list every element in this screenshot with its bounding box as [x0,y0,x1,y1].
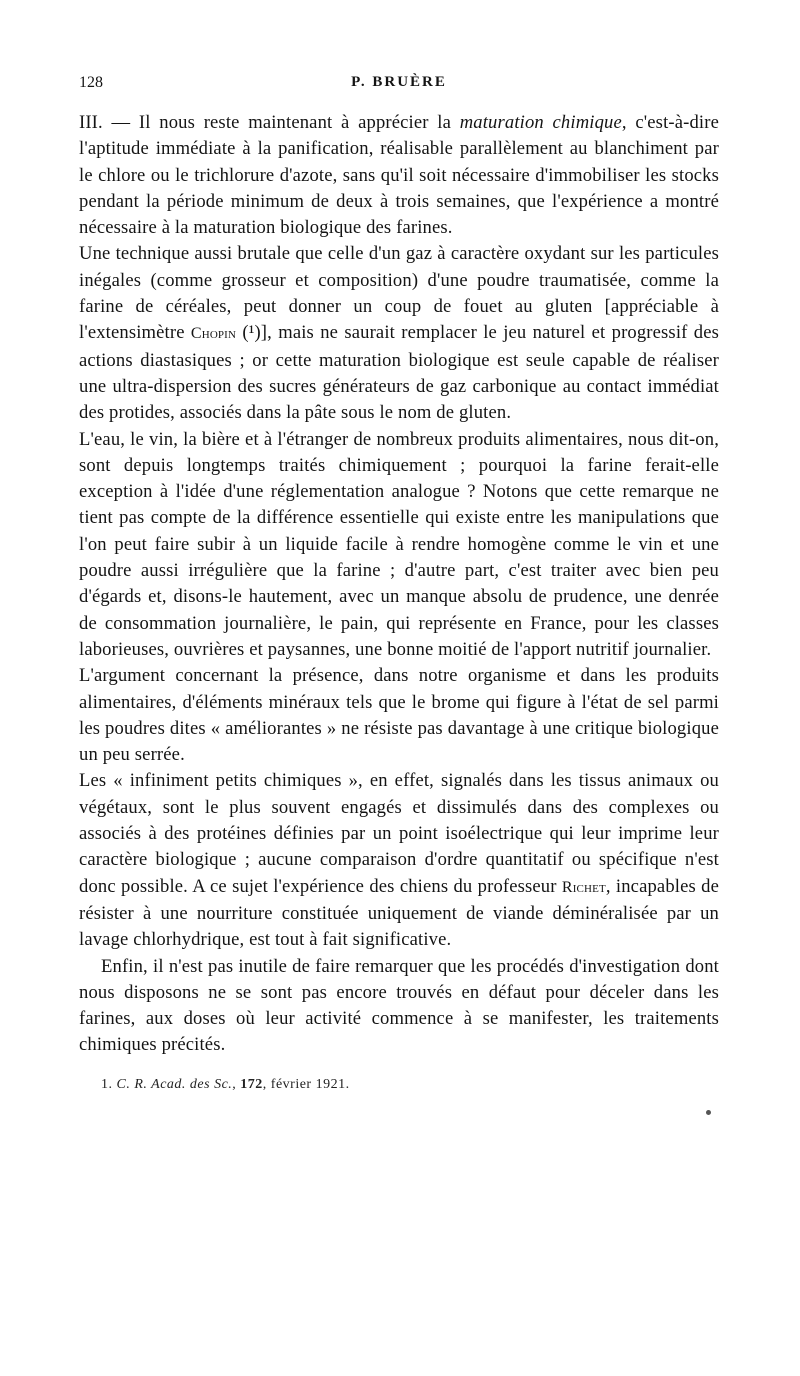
footnote [79,1077,719,1093]
paragraph-rest: ], mais ne saurait remplacer le jeu naturel et progressif des actions diastasiques ; or cette maturation biologique est seule capable de réaliser une ultra-dispersion des sucres générateurs de gaz carbonique au contact immédiat des protides, associés dans la pâte sous le nom de gluten. [79,322,719,424]
footnote-date: , février 1921. [262,1076,350,1092]
paragraph-lead: III. — Il nous reste maintenant à apprécier la [79,112,460,133]
author-name: Richet [561,878,606,896]
paragraph: Enfin, il n'est pas inutile de faire remarquer que les procédés d'investigation dont nous disposons ne se sont pas encore trouvés en défaut pour déceler dans les farines, aux doses où leur activité commence à se manifester, les traitements chimiques précités. [79,955,719,1056]
author-name: Chopin [190,325,237,343]
paragraph: L'eau, le vin, la bière et à l'étranger de nombreux produits alimentaires, nous dit-on, sont depuis longtemps traités chimiquement ; pourquoi la farine ferait-elle exception à l'idée d'une réglementation analogue ? Notons que cette remarque ne tient pas compte de la différence essentielle qui existe entre les manipulations que l'on peut faire subir à un liquide facile à rendre homogène comme le vin et une poudre aussi irrégulière que la farine ; d'autre part, c'est traiter avec bien peu d'égards et, disons-le hautement, avec un manque absolu de prudence, une denrée de consommation journalière, le pain, qui représente en France, pour les classes laborieuses, ouvrières et paysannes, une bonne moitié de l'apport nutritif journalier. [79,428,719,660]
paragraph [79,110,719,241]
paragraph-rest: , incapables de résister à une nourriture constituée uniquement de viande déminéralisée par un lavage chlorhydrique, est tout à fait significative. [79,875,719,951]
paragraph-lead: Une technique aussi brutale que celle d'un gaz à caractère oxydant sur les particules inégales (comme grosseur et composition) d'une poudre traumatisée, comme la farine de céréales, peut donner un coup de fouet au gluten [appréciable à l'extensimètre [79,243,719,344]
italic-term: maturation chimique [459,112,622,133]
paragraph-rest: , c'est-à-dire l'aptitude immédiate à la panification, réalisable parallèlement au blanchiment par le chlore ou le trichlorure d'azote, sans qu'il soit nécessaire d'immobiliser les stocks pendant la période minimum de deux à trois semaines, que l'expérience a montré nécessaire à la maturation biologique des farines. [79,112,719,239]
ink-speck [706,1110,711,1115]
footnote-volume: 172 [240,1076,263,1092]
body-text [79,110,719,1059]
footnote-ref: (¹) [236,322,261,344]
paragraph [79,241,719,426]
page [79,74,719,1093]
page-number: 128 [79,74,103,91]
paragraph: L'argument concernant la présence, dans notre organisme et dans les produits alimentaires, d'éléments minéraux tels que le brome qui figure à l'état de sel parmi les poudres dites « améliorantes » ne résiste pas davantage à une critique biologique un peu serrée. [79,665,719,766]
running-head: P. BRUÈRE [351,74,447,90]
page-header [79,74,719,98]
paragraph [79,768,719,953]
paragraph-lead: Les « infiniment petits chimiques », en effet, signalés dans les tissus animaux ou végétaux, sont le plus souvent engagés et dissimulés dans des complexes ou associés à des protéines définies par un point isoélectrique qui leur imprime leur caractère biologique ; aucune comparaison d'ordre quantitatif ou spécifique n'est donc possible. A ce sujet l'expérience des chiens du professeur [79,770,719,897]
footnote-source: C. R. Acad. des Sc. [116,1076,233,1092]
footnote-number: 1. [101,1076,113,1092]
footnote-separator: , [232,1076,241,1092]
